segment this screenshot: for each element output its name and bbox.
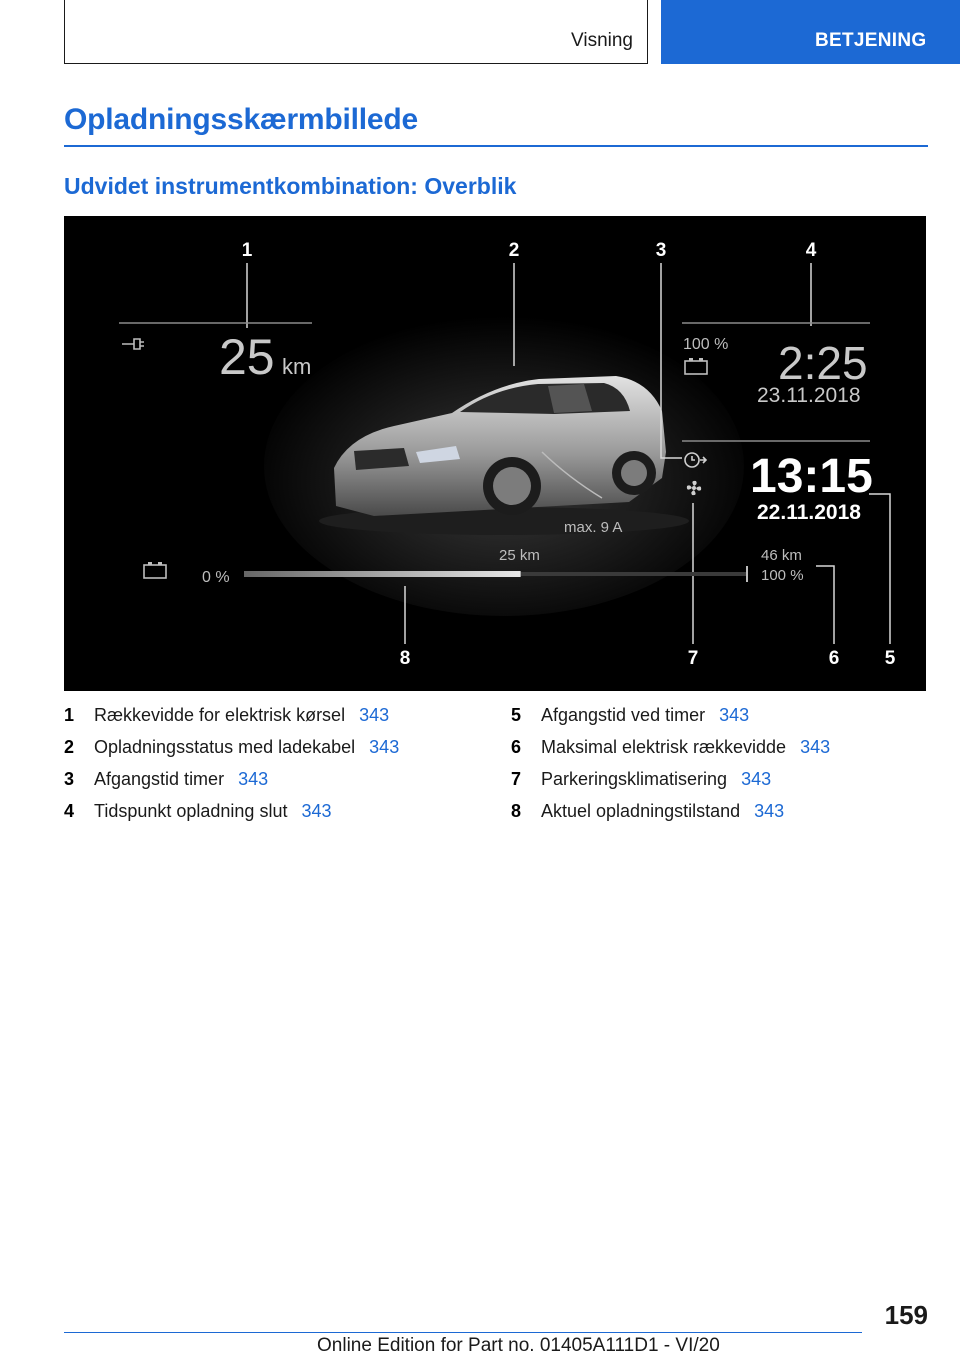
charging-plug-icon <box>122 339 144 349</box>
bar-start-label: 0 % <box>202 569 230 586</box>
page-reference-link[interactable]: 343 <box>369 737 400 757</box>
charge-percent: 100 % <box>683 336 729 353</box>
legend-item: 7 Parkeringsklimatisering 343 <box>511 769 772 789</box>
callout-4: 4 <box>805 240 817 261</box>
callout-1: 1 <box>241 240 253 261</box>
charge-current: max. 9 A <box>564 519 623 536</box>
title-divider <box>64 145 928 147</box>
page-reference-link[interactable]: 343 <box>800 737 831 757</box>
bar-end-km: 46 km <box>761 547 802 564</box>
footer-text: Online Edition for Part no. 01405A111D1 - VI/20 <box>317 1335 720 1356</box>
legend-item: 8 Aktuel opladningstilstand 343 <box>511 801 785 821</box>
page-subtitle: Udvidet instrumentkombination: Overblik <box>64 173 517 199</box>
legend-item: 4 Tidspunkt opladning slut 343 <box>64 801 332 821</box>
legend-item: 3 Afgangstid timer 343 <box>64 769 269 789</box>
legend-item: 1 Rækkevidde for elektrisk kørsel 343 <box>64 705 390 725</box>
bar-mid-label: 25 km <box>499 547 540 564</box>
legend-item: 5 Afgangstid ved timer 343 <box>511 705 750 725</box>
range-value: 25 <box>219 329 275 385</box>
legend-column-2 <box>511 705 830 833</box>
departure-time: 13:15 <box>750 450 873 503</box>
callout-8: 8 <box>399 648 411 669</box>
page-reference-link[interactable]: 343 <box>359 705 390 725</box>
callout-6: 6 <box>828 648 840 669</box>
page-number: 159 <box>884 1300 928 1330</box>
battery-icon <box>144 562 166 578</box>
page-reference-link[interactable]: 343 <box>238 769 269 789</box>
callout-2: 2 <box>508 240 520 261</box>
header-section-label: Visning <box>571 30 633 51</box>
legend-item: 6 Maksimal elektrisk rækkevidde 343 <box>511 737 831 757</box>
charge-bar-fill <box>244 571 521 577</box>
footer-divider <box>64 1332 862 1333</box>
callout-5: 5 <box>884 648 896 669</box>
instrument-cluster-figure <box>64 216 926 691</box>
header-section-tab <box>64 0 648 64</box>
page-title: Opladningsskærmbillede <box>64 103 419 136</box>
bar-end-percent: 100 % <box>761 567 804 584</box>
charge-end-date: 23.11.2018 <box>757 384 861 407</box>
header-chapter-tab <box>661 0 960 64</box>
departure-date: 22.11.2018 <box>757 501 861 524</box>
callout-7: 7 <box>687 648 699 669</box>
page-reference-link[interactable]: 343 <box>754 801 785 821</box>
range-unit: km <box>282 354 312 379</box>
page-reference-link[interactable]: 343 <box>741 769 772 789</box>
legend-column-1 <box>64 705 399 833</box>
callout-3: 3 <box>655 240 667 261</box>
legend-item: 2 Opladningsstatus med ladekabel 343 <box>64 737 400 757</box>
page-reference-link[interactable]: 343 <box>719 705 750 725</box>
page-reference-link[interactable]: 343 <box>301 801 332 821</box>
header-chapter-label: BETJENING <box>815 30 927 51</box>
charge-end-time: 2:25 <box>778 337 868 389</box>
